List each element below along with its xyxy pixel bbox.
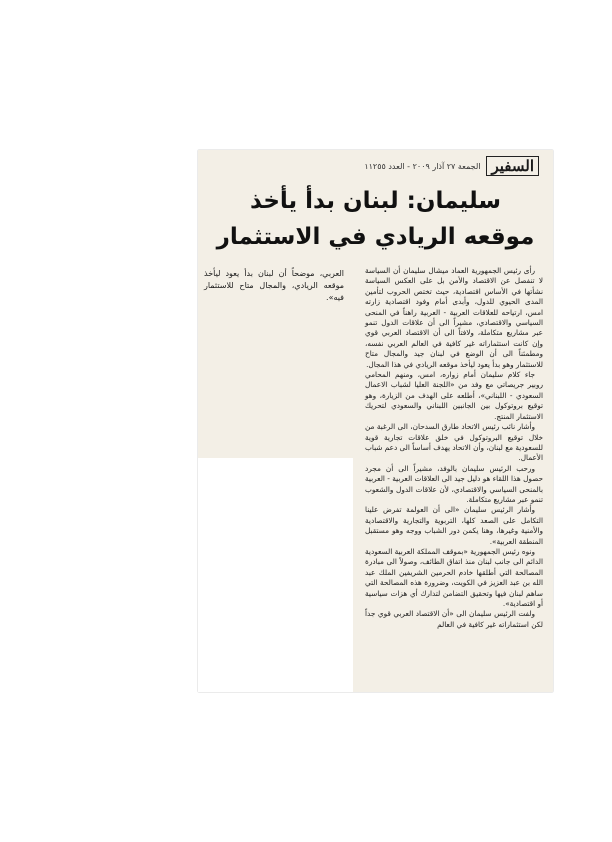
dateline: الجمعة ٢٧ آذار ٢٠٠٩ - العدد ١١٢٥٥	[364, 161, 481, 171]
newspaper-clipping	[198, 150, 553, 692]
headline-line-2: موقعه الريادي في الاستثمار	[216, 224, 535, 250]
main-article-column	[365, 266, 543, 630]
article-paragraph: ونوه رئيس الجمهورية «بموقف المملكة العربية السعودية الدائم الى جانب لبنان منذ اتفاق الطائف، وصولاً الى مبادرة المصالحة التي أطلقها خادم الحرمين الشريفين الملك عبد الله بن عبد العزيز في الكويت، وضرورة هذه المصالحة التي ساهم لبنان فيها وتحقيق التضامن لتدارك أي هزات سياسية أو اقتصادية».	[365, 546, 543, 608]
article-paragraph: ورحب الرئيس سليمان بالوفد، مشيراً الى أن مجرد حصول هذا اللقاء هو دليل جيد الى العلاقات العربية - العربية بالمنحى السياسي والاقتصادي، لأن علاقات الدول والشعوب تنمو عبر مشاريع متكاملة.	[365, 463, 543, 504]
headline-line-1: سليمان: لبنان بدأ يأخذ	[250, 188, 501, 214]
article-paragraph: وأشار نائب رئيس الاتحاد طارق السدحان، الى الرغبة من خلال توقيع البروتوكول في خلق علاقات تجارية قوية للسعودية مع لبنان، وأن الاتحاد يهدف أساساً الى دعم شباب الأعمال.	[365, 422, 543, 463]
side-column-text: العربي، موضحاً أن لبنان بدأ يعود ليأخذ موقعه الريادي، والمجال متاح للاستثمار فيه».	[204, 269, 344, 302]
masthead	[364, 156, 539, 176]
article-paragraph: جاء كلام سليمان أمام زواره، امس، ومنهم المحامي روبير جريصاتي مع وفد من «اللجنة العليا لشباب الاعمال السعودي - اللبناني»، أطلعه على الهدف من الزيارة، وهو توقيع بروتوكول بين الجانبين اللبناني والسعودي لتحريك الاستثمار المنتج.	[365, 370, 543, 421]
article-paragraph: رأى رئيس الجمهورية العماد ميشال سليمان أن السياسة لا تنفصل عن الاقتصاد والأمن بل على العكس السياسة نشأتها في الأساس اقتصادية، حيث تختص الحروب لتأمين المدى الحيوي للدول، وأبدى أمام وفود اقتصادية زارته امس، ارتياحه للعلاقات العربية - العربية راهناً في المنحى السياسي والاقتصادي، مشيراً الى أن علاقات الدول تنمو عبر مشاريع متكاملة، ولافتاً الى أن الاقتصاد العربي قوي وإن كانت استثماراته غير كافية في العالم العربي نفسه، ومطمئناً الى أن الوضع في لبنان جيد والمجال متاح للاستثمار وهو بدأ يعود ليأخذ موقعه الريادي في هذا المجال.	[365, 266, 543, 369]
article-paragraph: ولفت الرئيس سليمان الى «أن الاقتصاد العربي قوي جداً لكن استثماراته غير كافية في العالم	[365, 609, 543, 629]
newspaper-logo: السفير	[486, 156, 539, 176]
blank-cutout-area	[198, 458, 353, 692]
article-paragraph: وأشار الرئيس سليمان «الى أن العولمة تفرض علينا التكامل على الصعد كلها، التربوية والتجارية والاقتصادية والأمنية وغيرها، وهنا يكمن دور الشباب ووجه وهو مستقبل المنطقة العربية».	[365, 505, 543, 546]
